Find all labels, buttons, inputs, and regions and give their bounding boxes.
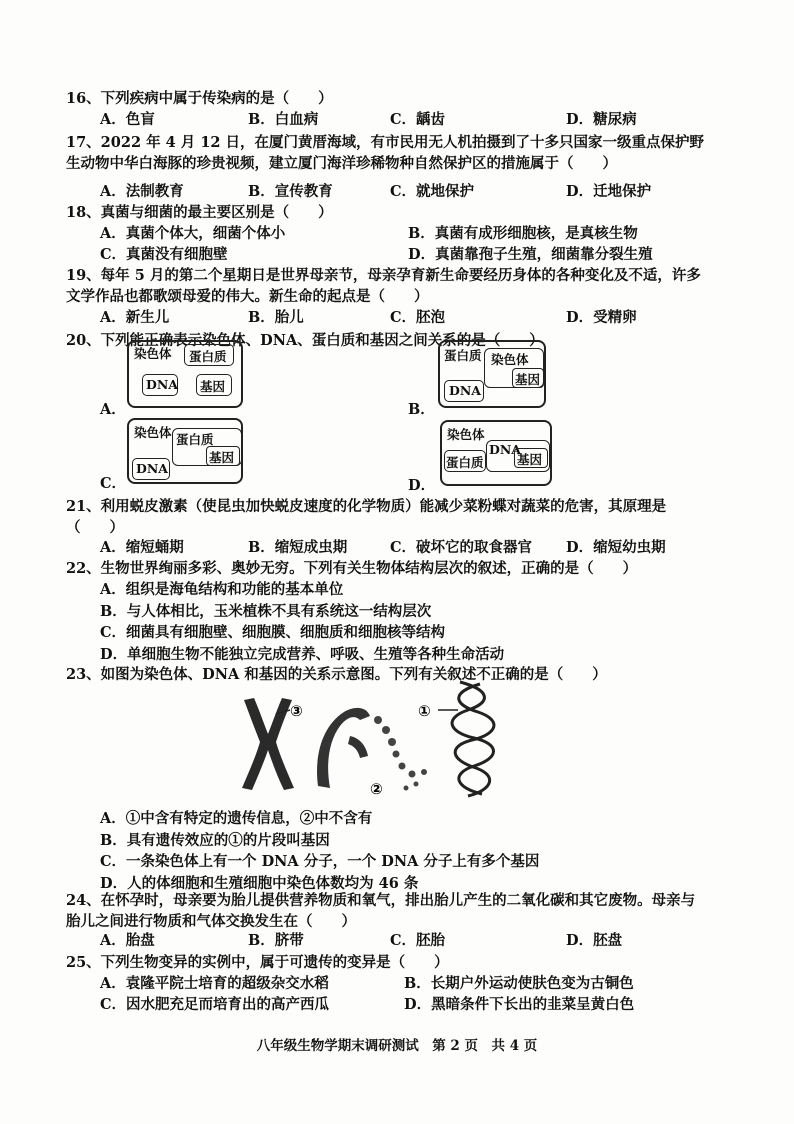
diagram-a-protein-box <box>184 344 234 366</box>
option-c[interactable]: C．细菌具有细胞壁、细胞膜、细胞质和细胞核等结构 <box>100 624 446 641</box>
option-c[interactable]: C．胚泡 <box>390 309 446 326</box>
option-b[interactable]: B．宣传教育 <box>248 183 333 200</box>
option-d[interactable]: D．糖尿病 <box>566 111 637 128</box>
question-18-stem: 18、真菌与细菌的最主要区别是（ ） <box>66 204 333 221</box>
option-a[interactable]: A．①中含有特定的遗传信息，②中不含有 <box>100 810 373 827</box>
question-20-stem: 20、下列能正确表示染色体、DNA、蛋白质和基因之间关系的是（ ） <box>66 332 544 349</box>
question-24-stem: 24、在怀孕时，母亲要为胎儿提供营养物质和氧气，排出胎儿产生的二氧化碳和其它废物。母亲与胎儿之间进行物质和气体交换发生在（ ） <box>66 892 696 930</box>
question-24 <box>66 890 706 932</box>
diagram-b-dna-box <box>444 380 484 402</box>
question-25 <box>66 952 706 973</box>
option-a[interactable]: A．色盲 <box>100 111 155 128</box>
diagram-d-gene-box <box>514 448 548 468</box>
label-gene: 基因 <box>209 450 235 465</box>
option-c[interactable]: C．真菌没有细胞壁 <box>100 246 228 263</box>
option-d[interactable]: D．缩短幼虫期 <box>566 539 666 556</box>
diagram-b-gene-box <box>512 368 544 388</box>
option-c[interactable]: C．一条染色体上有一个 DNA 分子，一个 DNA 分子上有多个基因 <box>100 853 540 870</box>
diagram-a-gene-box <box>196 374 232 396</box>
label-protein: 蛋白质 <box>446 455 484 470</box>
label-dna: DNA <box>449 383 481 398</box>
question-19-stem: 19、每年 5 月的第二个星期日是世界母亲节，母亲孕育新生命要经历身体的各种变化及不适，许多文学作品也都歌颂母爱的伟大。新生命的起点是（ ） <box>66 267 701 305</box>
option-d[interactable]: D．受精卵 <box>566 309 637 326</box>
question-22-stem: 22、生物世界绚丽多彩、奥妙无穷。下列有关生物体结构层次的叙述，正确的是（ ） <box>66 560 638 577</box>
diagram-c-gene-box <box>206 446 240 466</box>
label-chromosome: 染色体 <box>491 352 529 367</box>
label-chromosome: 染色体 <box>447 427 485 442</box>
option-a[interactable]: A．组织是海龟结构和功能的基本单位 <box>100 581 344 598</box>
question-23-stem: 23、如图为染色体、DNA 和基因的关系示意图。下列有关叙述不正确的是（ ） <box>66 666 607 683</box>
question-18 <box>66 202 706 223</box>
diagram-d-protein-box <box>444 450 486 472</box>
option-b-letter[interactable]: B． <box>408 401 435 418</box>
option-b[interactable]: B．具有遗传效应的①的片段叫基因 <box>100 831 330 849</box>
marker-2: ② <box>370 780 383 798</box>
option-b[interactable]: B．真菌有成形细胞核，是真核生物 <box>408 225 638 242</box>
marker-3: ③ <box>290 702 303 720</box>
question-22 <box>66 558 706 579</box>
option-a-letter[interactable]: A． <box>100 401 126 418</box>
question-22-options <box>100 579 700 665</box>
option-d[interactable]: D．胚盘 <box>566 932 623 949</box>
marker-1: ① <box>418 702 431 720</box>
coiled-chromatin-illustration <box>317 708 370 788</box>
option-c[interactable]: C．破坏它的取食器官 <box>390 539 533 556</box>
option-a[interactable]: A．胎盘 <box>100 932 155 949</box>
option-d[interactable]: D．人的体细胞和生殖细胞中染色体数均为 46 条 <box>100 874 419 892</box>
diagram-a-dna-box <box>142 374 178 396</box>
question-17-stem: 17、2022 年 4 月 12 日，在厦门黄厝海域，有市民用无人机拍摄到了十多只国家一级重点保护野生动物中华白海豚的珍贵视频，建立厦门海洋珍稀物种自然保护区的措施属于（ ） <box>66 134 705 172</box>
label-dna: DNA <box>489 442 521 457</box>
label-protein: 蛋白质 <box>189 349 227 364</box>
option-c[interactable]: C．胚胎 <box>390 932 446 949</box>
option-b[interactable]: B．与人体相比，玉米植株不具有系统这一结构层次 <box>100 602 432 620</box>
question-17 <box>66 132 706 174</box>
label-chromosome: 染色体 <box>134 425 172 440</box>
page-footer: 八年级生物学期末调研测试 第 2 页 共 4 页 <box>256 1038 538 1054</box>
option-b[interactable]: B．脐带 <box>248 932 304 949</box>
option-d-letter[interactable]: D． <box>408 477 436 494</box>
option-c-letter[interactable]: C． <box>100 475 127 492</box>
label-gene: 基因 <box>200 379 226 394</box>
option-b[interactable]: B．缩短成虫期 <box>248 539 348 556</box>
option-c[interactable]: C．因水肥充足而培育出的高产西瓜 <box>100 996 330 1013</box>
label-gene: 基因 <box>515 372 541 387</box>
option-a[interactable]: A．真菌个体大，细菌个体小 <box>100 225 286 242</box>
chromosome-dna-gene-illustration <box>230 676 550 806</box>
question-21 <box>66 496 706 538</box>
label-chromosome: 染色体 <box>134 346 172 361</box>
option-d[interactable]: D．黑暗条件下长出的韭菜呈黄白色 <box>404 996 635 1013</box>
option-a[interactable]: A．袁隆平院士培育的超级杂交水稻 <box>100 975 329 992</box>
label-protein: 蛋白质 <box>176 432 214 447</box>
question-25-stem: 25、下列生物变异的实例中，属于可遗传的变异是（ ） <box>66 954 449 971</box>
question-16 <box>66 88 706 109</box>
option-d[interactable]: D．单细胞生物不能独立完成营养、呼吸、生殖等各种生命活动 <box>100 645 505 663</box>
dna-helix-illustration <box>452 682 494 796</box>
question-16-stem: 16、下列疾病中属于传染病的是（ ） <box>66 90 333 107</box>
option-d[interactable]: D．真菌靠孢子生殖，细菌靠分裂生殖 <box>408 246 653 263</box>
option-b[interactable]: B．长期户外运动使肤色变为古铜色 <box>404 975 634 992</box>
question-23-options <box>100 808 700 894</box>
question-19 <box>66 265 706 307</box>
option-c[interactable]: C．龋齿 <box>390 111 446 128</box>
option-d[interactable]: D．迁地保护 <box>566 183 652 200</box>
option-a[interactable]: A．缩短蛹期 <box>100 539 184 556</box>
option-c[interactable]: C．就地保护 <box>390 183 475 200</box>
label-gene: 基因 <box>517 452 543 467</box>
option-a[interactable]: A．法制教育 <box>100 183 184 200</box>
diagram-c-dna-box <box>132 458 170 480</box>
option-b[interactable]: B．白血病 <box>248 111 319 128</box>
label-dna: DNA <box>146 377 178 392</box>
question-21-stem: 21、利用蜕皮激素（使昆虫加快蜕皮速度的化学物质）能减少菜粉蝶对蔬菜的危害，其原理是（ ） <box>66 498 667 536</box>
label-protein: 蛋白质 <box>444 348 482 363</box>
option-b[interactable]: B．胎儿 <box>248 309 304 326</box>
label-dna: DNA <box>136 461 168 476</box>
option-a[interactable]: A．新生儿 <box>100 309 170 326</box>
